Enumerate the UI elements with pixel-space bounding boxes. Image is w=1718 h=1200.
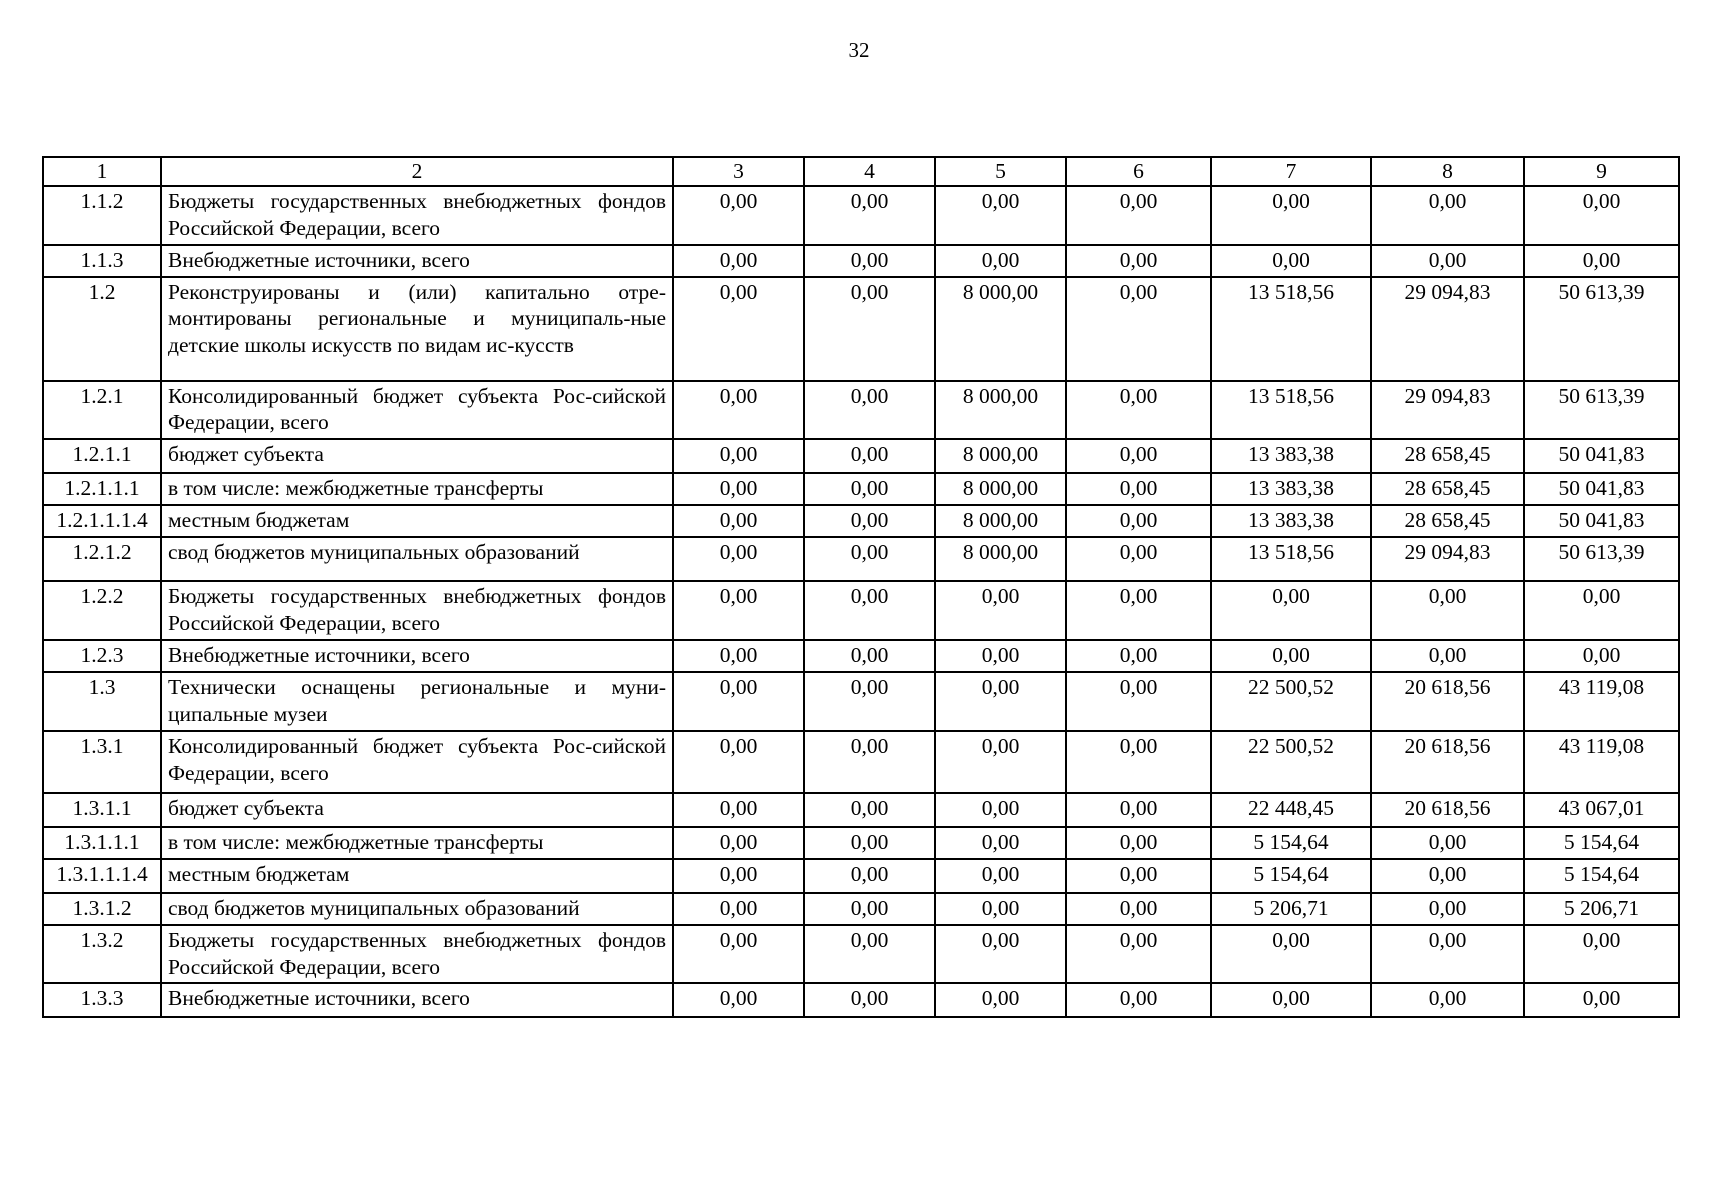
row-code: 1.3	[43, 672, 161, 731]
value-col-4: 0,00	[804, 640, 935, 672]
table-row	[43, 473, 1679, 505]
column-number: 6	[1066, 157, 1211, 186]
value-col-8: 28 658,45	[1371, 439, 1524, 473]
value-col-4: 0,00	[804, 925, 935, 984]
row-code: 1.3.1.1	[43, 793, 161, 827]
table-row	[43, 381, 1679, 440]
value-col-8: 20 618,56	[1371, 672, 1524, 731]
value-col-4: 0,00	[804, 473, 935, 505]
table-row	[43, 439, 1679, 473]
value-col-4: 0,00	[804, 186, 935, 245]
value-col-4: 0,00	[804, 381, 935, 440]
value-col-9: 0,00	[1524, 581, 1679, 640]
value-col-8: 20 618,56	[1371, 731, 1524, 793]
row-description: Бюджеты государственных внебюджетных фондов Российской Федерации, всего	[161, 581, 673, 640]
row-description: бюджет субъекта	[161, 793, 673, 827]
value-col-7: 0,00	[1211, 983, 1371, 1017]
value-col-9: 50 041,83	[1524, 473, 1679, 505]
value-col-7: 0,00	[1211, 245, 1371, 277]
value-col-5: 0,00	[935, 893, 1066, 925]
value-col-4: 0,00	[804, 793, 935, 827]
value-col-3: 0,00	[673, 245, 804, 277]
row-code: 1.3.1.1.1	[43, 827, 161, 859]
table-row	[43, 893, 1679, 925]
value-col-5: 0,00	[935, 859, 1066, 893]
value-col-7: 13 518,56	[1211, 277, 1371, 381]
row-code: 1.1.3	[43, 245, 161, 277]
value-col-8: 0,00	[1371, 640, 1524, 672]
value-col-8: 0,00	[1371, 983, 1524, 1017]
value-col-8: 29 094,83	[1371, 381, 1524, 440]
value-col-4: 0,00	[804, 245, 935, 277]
value-col-4: 0,00	[804, 731, 935, 793]
value-col-3: 0,00	[673, 859, 804, 893]
value-col-3: 0,00	[673, 537, 804, 581]
value-col-5: 8 000,00	[935, 473, 1066, 505]
row-code: 1.3.3	[43, 983, 161, 1017]
row-code: 1.3.1.2	[43, 893, 161, 925]
table-row	[43, 581, 1679, 640]
value-col-3: 0,00	[673, 640, 804, 672]
row-code: 1.2.2	[43, 581, 161, 640]
value-col-6: 0,00	[1066, 925, 1211, 984]
value-col-7: 13 383,38	[1211, 505, 1371, 537]
row-description: бюджет субъекта	[161, 439, 673, 473]
value-col-5: 0,00	[935, 186, 1066, 245]
table-row	[43, 186, 1679, 245]
value-col-4: 0,00	[804, 983, 935, 1017]
value-col-5: 8 000,00	[935, 381, 1066, 440]
value-col-5: 0,00	[935, 672, 1066, 731]
table-row	[43, 505, 1679, 537]
row-code: 1.2.1.1.1	[43, 473, 161, 505]
value-col-9: 50 613,39	[1524, 537, 1679, 581]
value-col-9: 50 613,39	[1524, 277, 1679, 381]
value-col-6: 0,00	[1066, 277, 1211, 381]
row-description: местным бюджетам	[161, 859, 673, 893]
value-col-9: 0,00	[1524, 640, 1679, 672]
value-col-8: 0,00	[1371, 893, 1524, 925]
value-col-9: 50 041,83	[1524, 505, 1679, 537]
value-col-7: 0,00	[1211, 581, 1371, 640]
value-col-7: 22 500,52	[1211, 731, 1371, 793]
value-col-6: 0,00	[1066, 859, 1211, 893]
value-col-7: 0,00	[1211, 640, 1371, 672]
value-col-8: 0,00	[1371, 859, 1524, 893]
value-col-3: 0,00	[673, 672, 804, 731]
value-col-9: 0,00	[1524, 186, 1679, 245]
row-description: Реконструированы и (или) капитально отре-монтированы региональные и муниципаль-ные детские школы искусств по видам ис-кусств	[161, 277, 673, 381]
value-col-6: 0,00	[1066, 439, 1211, 473]
value-col-6: 0,00	[1066, 186, 1211, 245]
value-col-6: 0,00	[1066, 381, 1211, 440]
value-col-5: 0,00	[935, 793, 1066, 827]
value-col-5: 0,00	[935, 640, 1066, 672]
table-row	[43, 672, 1679, 731]
value-col-6: 0,00	[1066, 537, 1211, 581]
value-col-9: 0,00	[1524, 245, 1679, 277]
row-code: 1.3.1.1.1.4	[43, 859, 161, 893]
value-col-4: 0,00	[804, 439, 935, 473]
value-col-4: 0,00	[804, 893, 935, 925]
row-description: Внебюджетные источники, всего	[161, 640, 673, 672]
table-row	[43, 245, 1679, 277]
value-col-9: 5 154,64	[1524, 859, 1679, 893]
value-col-6: 0,00	[1066, 245, 1211, 277]
column-number: 3	[673, 157, 804, 186]
value-col-8: 0,00	[1371, 925, 1524, 984]
value-col-3: 0,00	[673, 925, 804, 984]
row-code: 1.1.2	[43, 186, 161, 245]
value-col-5: 0,00	[935, 983, 1066, 1017]
value-col-7: 5 154,64	[1211, 859, 1371, 893]
value-col-4: 0,00	[804, 827, 935, 859]
value-col-4: 0,00	[804, 672, 935, 731]
value-col-9: 43 067,01	[1524, 793, 1679, 827]
value-col-4: 0,00	[804, 505, 935, 537]
value-col-9: 0,00	[1524, 983, 1679, 1017]
value-col-4: 0,00	[804, 537, 935, 581]
value-col-4: 0,00	[804, 581, 935, 640]
value-col-8: 29 094,83	[1371, 277, 1524, 381]
value-col-5: 8 000,00	[935, 439, 1066, 473]
value-col-5: 0,00	[935, 827, 1066, 859]
value-col-7: 5 154,64	[1211, 827, 1371, 859]
value-col-8: 0,00	[1371, 827, 1524, 859]
table-row	[43, 277, 1679, 381]
value-col-7: 5 206,71	[1211, 893, 1371, 925]
column-number-row	[43, 157, 1679, 186]
row-code: 1.2.3	[43, 640, 161, 672]
value-col-7: 13 383,38	[1211, 439, 1371, 473]
value-col-7: 0,00	[1211, 925, 1371, 984]
row-description: в том числе: межбюджетные трансферты	[161, 827, 673, 859]
column-number: 2	[161, 157, 673, 186]
row-code: 1.2.1.1.1.4	[43, 505, 161, 537]
value-col-7: 13 383,38	[1211, 473, 1371, 505]
value-col-5: 8 000,00	[935, 505, 1066, 537]
table-row	[43, 640, 1679, 672]
value-col-6: 0,00	[1066, 473, 1211, 505]
value-col-3: 0,00	[673, 827, 804, 859]
value-col-9: 5 206,71	[1524, 893, 1679, 925]
value-col-6: 0,00	[1066, 793, 1211, 827]
row-description: Внебюджетные источники, всего	[161, 983, 673, 1017]
value-col-5: 0,00	[935, 925, 1066, 984]
row-description: местным бюджетам	[161, 505, 673, 537]
value-col-8: 0,00	[1371, 186, 1524, 245]
value-col-3: 0,00	[673, 186, 804, 245]
row-code: 1.2.1	[43, 381, 161, 440]
value-col-3: 0,00	[673, 581, 804, 640]
value-col-3: 0,00	[673, 893, 804, 925]
value-col-6: 0,00	[1066, 731, 1211, 793]
value-col-5: 0,00	[935, 581, 1066, 640]
row-code: 1.2.1.2	[43, 537, 161, 581]
value-col-8: 0,00	[1371, 581, 1524, 640]
value-col-5: 0,00	[935, 731, 1066, 793]
value-col-4: 0,00	[804, 277, 935, 381]
value-col-4: 0,00	[804, 859, 935, 893]
column-number: 9	[1524, 157, 1679, 186]
table-row	[43, 925, 1679, 984]
row-description: Бюджеты государственных внебюджетных фондов Российской Федерации, всего	[161, 186, 673, 245]
value-col-3: 0,00	[673, 731, 804, 793]
value-col-3: 0,00	[673, 473, 804, 505]
row-description: в том числе: межбюджетные трансферты	[161, 473, 673, 505]
row-description: Технически оснащены региональные и муни-ципальные музеи	[161, 672, 673, 731]
row-description: Внебюджетные источники, всего	[161, 245, 673, 277]
table-row	[43, 859, 1679, 893]
value-col-8: 28 658,45	[1371, 505, 1524, 537]
value-col-9: 50 041,83	[1524, 439, 1679, 473]
page-number: 32	[848, 38, 870, 62]
value-col-3: 0,00	[673, 505, 804, 537]
value-col-6: 0,00	[1066, 581, 1211, 640]
row-description: Консолидированный бюджет субъекта Рос-сийской Федерации, всего	[161, 381, 673, 440]
table-row	[43, 731, 1679, 793]
value-col-9: 50 613,39	[1524, 381, 1679, 440]
row-description: Консолидированный бюджет субъекта Рос-сийской Федерации, всего	[161, 731, 673, 793]
row-code: 1.2	[43, 277, 161, 381]
value-col-6: 0,00	[1066, 640, 1211, 672]
column-number: 5	[935, 157, 1066, 186]
budget-table	[42, 156, 1680, 1018]
value-col-9: 43 119,08	[1524, 672, 1679, 731]
value-col-8: 0,00	[1371, 245, 1524, 277]
value-col-8: 20 618,56	[1371, 793, 1524, 827]
value-col-3: 0,00	[673, 983, 804, 1017]
value-col-9: 5 154,64	[1524, 827, 1679, 859]
table-row	[43, 793, 1679, 827]
value-col-3: 0,00	[673, 381, 804, 440]
row-code: 1.3.1	[43, 731, 161, 793]
table-body	[43, 157, 1679, 1017]
value-col-6: 0,00	[1066, 505, 1211, 537]
value-col-5: 8 000,00	[935, 537, 1066, 581]
row-description: Бюджеты государственных внебюджетных фондов Российской Федерации, всего	[161, 925, 673, 984]
column-number: 7	[1211, 157, 1371, 186]
table-row	[43, 827, 1679, 859]
value-col-7: 0,00	[1211, 186, 1371, 245]
column-number: 4	[804, 157, 935, 186]
value-col-9: 0,00	[1524, 925, 1679, 984]
value-col-5: 0,00	[935, 245, 1066, 277]
value-col-7: 13 518,56	[1211, 381, 1371, 440]
value-col-7: 13 518,56	[1211, 537, 1371, 581]
row-description: свод бюджетов муниципальных образований	[161, 893, 673, 925]
value-col-8: 29 094,83	[1371, 537, 1524, 581]
value-col-8: 28 658,45	[1371, 473, 1524, 505]
column-number: 1	[43, 157, 161, 186]
value-col-6: 0,00	[1066, 827, 1211, 859]
value-col-3: 0,00	[673, 277, 804, 381]
value-col-6: 0,00	[1066, 983, 1211, 1017]
row-description: свод бюджетов муниципальных образований	[161, 537, 673, 581]
row-code: 1.2.1.1	[43, 439, 161, 473]
table-row	[43, 537, 1679, 581]
row-code: 1.3.2	[43, 925, 161, 984]
table-row	[43, 983, 1679, 1017]
column-number: 8	[1371, 157, 1524, 186]
value-col-3: 0,00	[673, 439, 804, 473]
value-col-9: 43 119,08	[1524, 731, 1679, 793]
value-col-7: 22 448,45	[1211, 793, 1371, 827]
value-col-6: 0,00	[1066, 893, 1211, 925]
value-col-6: 0,00	[1066, 672, 1211, 731]
value-col-3: 0,00	[673, 793, 804, 827]
value-col-5: 8 000,00	[935, 277, 1066, 381]
value-col-7: 22 500,52	[1211, 672, 1371, 731]
